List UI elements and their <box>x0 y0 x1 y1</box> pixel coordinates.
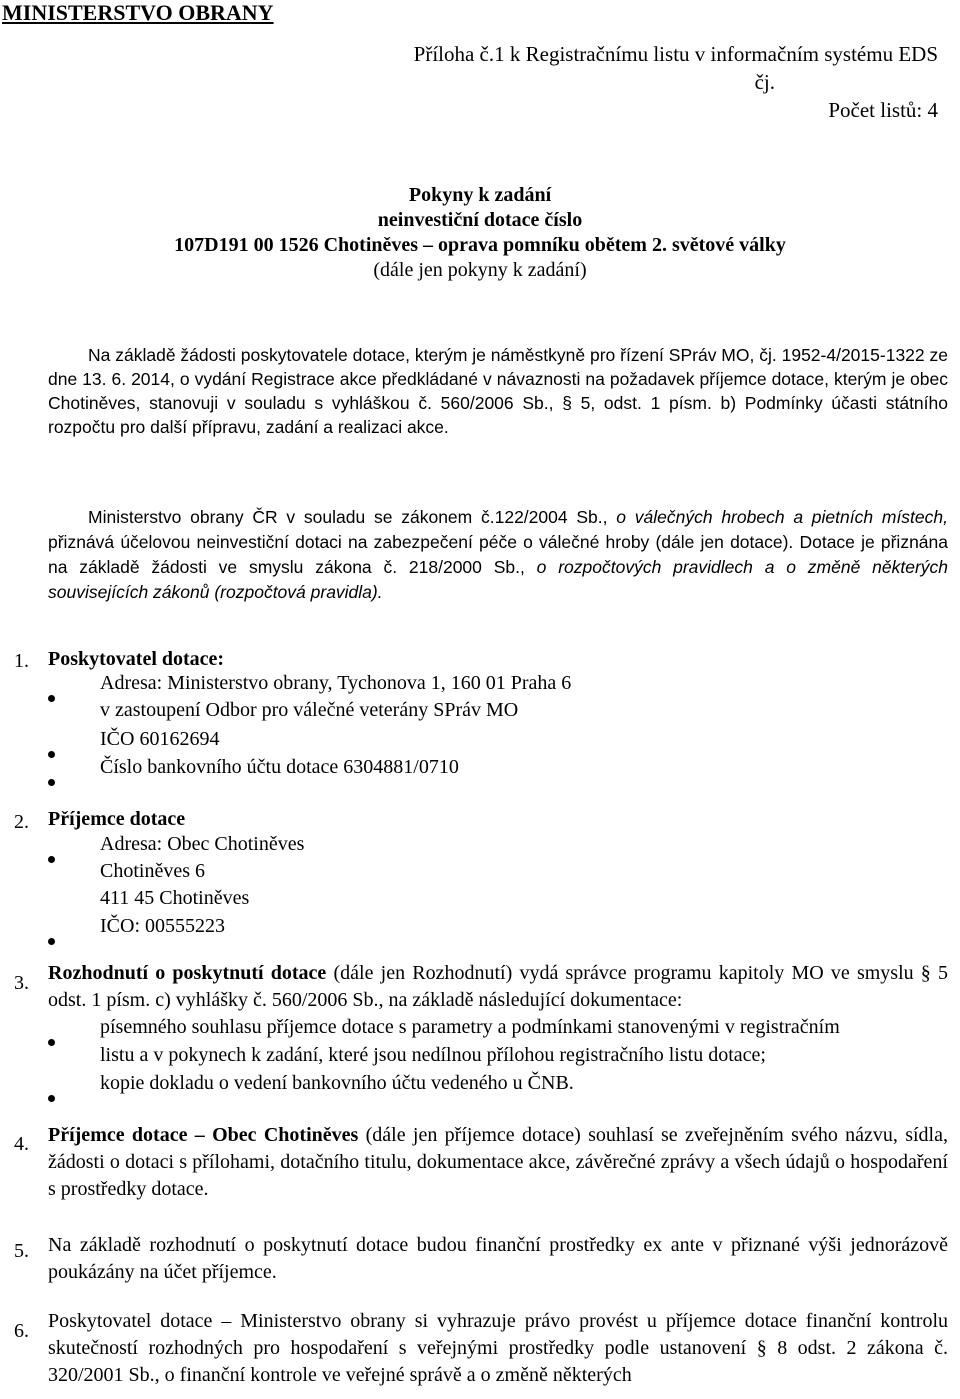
bullet-icon <box>48 928 55 951</box>
section-3-body: (dále jen Rozhodnutí) vydá správce programu kapitoly MO ve smyslu § 5 odst. 1 písm. c) vyhlášky č. 560/2006 Sb., na základě následující dokumentace: <box>48 962 949 1011</box>
recipient-postcode: 411 45 Chotiněves <box>100 887 250 909</box>
section-6-text: Poskytovatel dotace – Ministerstvo obrany si vyhrazuje právo provést u příjemce dotace finanční kontrolu skutečností rozhodných pro hospodaření s veřejnými prostředky podle ustanovení § 8 odst. 2 zákona č. 320/2001 Sb., o finanční kontrole ve veřejné správě a o změně některých <box>48 1310 948 1386</box>
ministry-header: MINISTERSTVO OBRANY <box>2 0 274 25</box>
doc-title: Pokyny k zadání <box>408 184 552 206</box>
s3-bullet-2: kopie dokladu o vedení bankovního účtu vedeného u ČNB. <box>100 1072 574 1094</box>
page-count: Počet listů: 4 <box>828 98 938 122</box>
section-3-heading: Rozhodnutí o poskytnutí dotace <box>48 962 327 984</box>
law-name-budget-rules: o rozpočtových pravidlech a o změně některých souvisejících zákonů (rozpočtová pravidla). <box>48 557 948 602</box>
bullet-icon <box>48 685 55 708</box>
section-1-number: 1. <box>14 650 29 672</box>
recipient-ico: IČO: 00555223 <box>100 915 225 937</box>
section-4-heading: Příjemce dotace – Obec Chotiněves <box>48 1124 359 1146</box>
bullet-icon <box>48 1029 55 1052</box>
section-5-number: 5. <box>14 1240 29 1262</box>
provider-ico: IČO 60162694 <box>100 728 220 750</box>
doc-title-line3: 107D191 00 1526 Chotiněves – oprava pomníku obětem 2. světové války <box>174 234 786 256</box>
provider-representation: v zastoupení Odbor pro válečné veterány SPráv MO <box>100 699 519 721</box>
section-6-number: 6. <box>14 1320 29 1342</box>
section-3-text <box>48 960 948 1014</box>
law-name-war-graves: o válečných hrobech a pietních místech, <box>616 507 948 527</box>
recipient-street: Chotiněves 6 <box>100 860 205 882</box>
recipient-address: Adresa: Obec Chotiněves <box>100 833 305 855</box>
doc-title-line2: neinvestiční dotace číslo <box>377 209 583 231</box>
bullet-icon <box>48 1085 55 1108</box>
bullet-icon <box>48 769 55 792</box>
attachment-line: Příloha č.1 k Registračnímu listu v informačním systému EDS <box>413 42 938 66</box>
section-4-body: (dále jen příjemce dotace) souhlasí se zveřejněním svého názvu, sídla, žádosti o dotaci s přílohami, dotačního titulu, dokumentace akce, závěrečné zprávy a všech údajů o hospodaření s prostředky dotace. <box>48 1124 948 1200</box>
provider-address: Adresa: Ministerstvo obrany, Tychonova 1, 160 01 Praha 6 <box>100 672 572 694</box>
section-2-number: 2. <box>14 811 29 833</box>
intro-paragraph-2 <box>48 505 948 605</box>
bullet-icon <box>48 846 55 869</box>
provider-bank-account: Číslo bankovního účtu dotace 6304881/0710 <box>100 756 459 778</box>
intro-paragraph-1: Na základě žádosti poskytovatele dotace, kterým je náměstkyně pro řízení SPráv MO, čj. 1952-4/2015-1322 ze dne 13. 6. 2014, o vydání Registrace akce předkládané v návaznosti na požadavek příjemce dotace, kterým je obec Chotiněves, stanovuji v souladu s vyhláškou č. 560/2006 Sb., § 5, odst. 1 písm. b) Podmínky účasti státního rozpočtu pro další přípravu, zadání a realizaci akce. <box>48 345 948 437</box>
section-5-text: Na základě rozhodnutí o poskytnutí dotace budou finanční prostředky ex ante v přiznané výši jednorázově poukázány na účet příjemce. <box>48 1234 948 1283</box>
section-1-heading: Poskytovatel dotace: <box>48 648 225 670</box>
section-4-text <box>48 1122 948 1203</box>
s3-bullet-1: písemného souhlasu příjemce dotace s parametry a podmínkami stanovenými v registračním <box>100 1016 840 1038</box>
intro-p2-part-a: Ministerstvo obrany ČR v souladu se zákonem č.122/2004 Sb., <box>88 507 617 527</box>
section-3-number: 3. <box>14 972 29 994</box>
bullet-icon <box>48 741 55 764</box>
section-4-number: 4. <box>14 1133 29 1155</box>
cj-line: čj. <box>754 70 775 94</box>
s3-bullet-1-cont: listu a v pokynech k zadání, které jsou nedílnou přílohou registračního listu dotace; <box>100 1044 766 1066</box>
intro-p2-part-c: přiznává účelovou neinvestiční dotaci na zabezpečení péče o válečné hroby (dále jen dotace). Dotace je přiznána na základě žádosti ve smyslu zákona č. 218/2000 Sb., <box>48 532 948 577</box>
doc-title-line4: (dále jen pokyny k zadání) <box>373 259 587 281</box>
section-2-heading: Příjemce dotace <box>48 808 186 830</box>
